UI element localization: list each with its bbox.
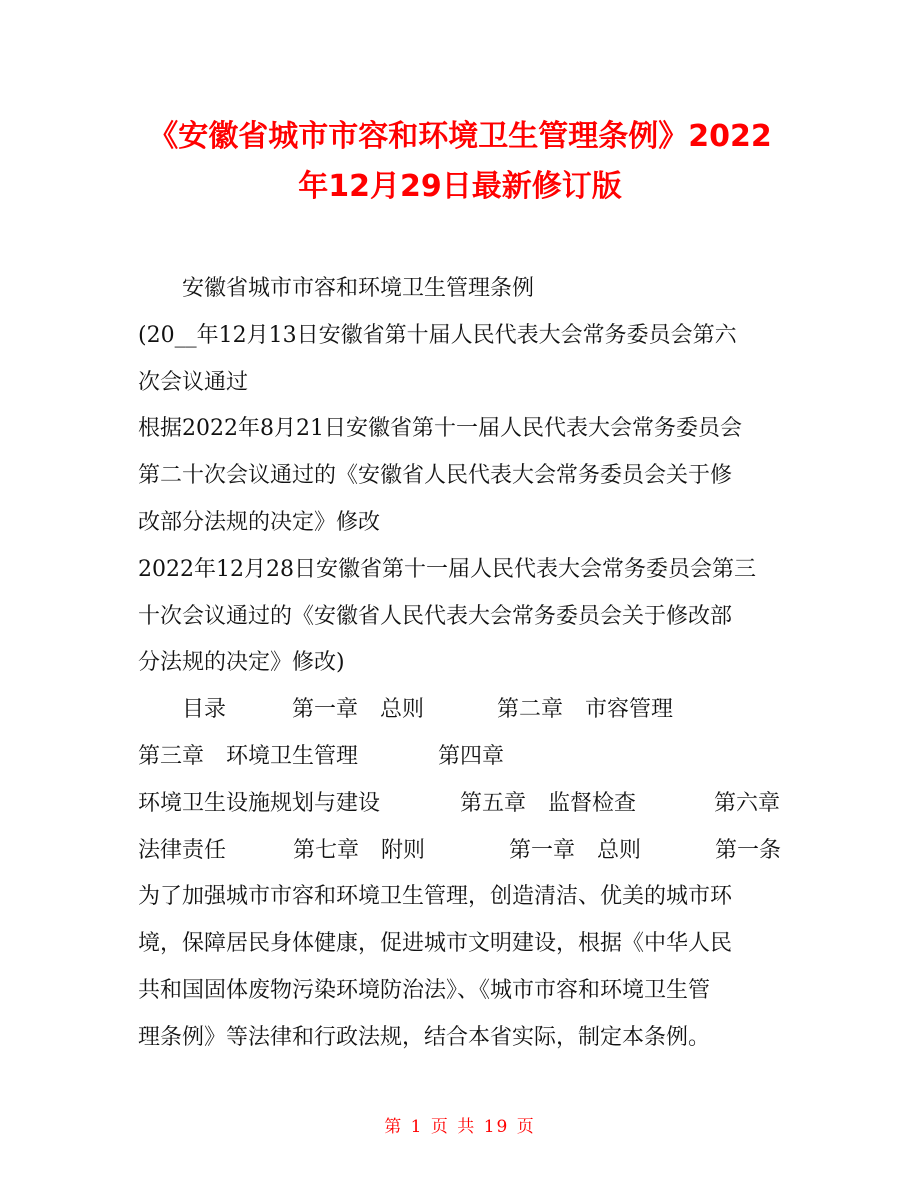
title-line-1: 《安徽省城市市容和环境卫生管理条例》2022 xyxy=(148,119,772,154)
article-1-label: 第一条 xyxy=(715,837,782,863)
page-number-footer: 第 1 页 共 19 页 xyxy=(384,1117,536,1137)
toc-row-3 xyxy=(138,781,788,828)
toc-chapter-6-number: 第六章 xyxy=(714,790,781,816)
toc-chapter-2: 第二章 市容管理 xyxy=(497,697,674,723)
toc-chapter-4-number: 第四章 xyxy=(438,743,505,769)
toc-chapter-3: 第三章 环境卫生管理 xyxy=(138,743,359,769)
toc-chapter-1: 第一章 总则 xyxy=(292,697,425,723)
body-line-amendment-1a: 根据2022年8月21日安徽省第十一届人民代表大会常务委员会 xyxy=(138,416,742,442)
body-line-amendment-2c: 分法规的决定》修改) xyxy=(138,650,345,676)
toc-label: 目录 xyxy=(182,697,227,723)
body-line-amendment-1b: 第二十次会议通过的《安徽省人民代表大会常务委员会关于修 xyxy=(138,463,733,489)
body-line-amendment-1c: 改部分法规的决定》修改 xyxy=(138,509,381,535)
body-line-adoption-1: (20__年12月13日安徽省第十届人民代表大会常务委员会第六 xyxy=(138,322,737,348)
toc-row-1 xyxy=(138,687,788,734)
title-line-2: 年12月29日最新修订版 xyxy=(298,169,622,204)
toc-chapter-5: 第五章 监督检查 xyxy=(460,790,637,816)
chapter-1-heading: 第一章 总则 xyxy=(509,837,642,863)
toc-chapter-6-name: 法律责任 xyxy=(138,837,227,863)
document-body xyxy=(138,266,788,1062)
toc-chapter-4-name: 环境卫生设施规划与建设 xyxy=(138,790,381,816)
toc-row-2 xyxy=(138,734,788,781)
article-1-line-3: 共和国固体废物污染环境防治法》、《城市市容和环境卫生管 xyxy=(138,977,711,1003)
body-line-adoption-2: 次会议通过 xyxy=(138,369,249,395)
body-line-amendment-2b: 十次会议通过的《安徽省人民代表大会常务委员会关于修改部 xyxy=(138,603,733,629)
body-line-amendment-2a: 2022年12月28日安徽省第十一届人民代表大会常务委员会第三 xyxy=(138,556,756,582)
article-1-line-4: 理条例》等法律和行政法规，结合本省实际，制定本条例。 xyxy=(138,1024,711,1050)
document-title xyxy=(130,112,790,212)
toc-row-4 xyxy=(138,828,788,875)
article-1-line-2: 境，保障居民身体健康，促进城市文明建设，根据《中华人民 xyxy=(138,931,733,957)
article-1-line-1: 为了加强城市市容和环境卫生管理，创造清洁、优美的城市环 xyxy=(138,884,733,910)
body-line-regulation-name: 安徽省城市市容和环境卫生管理条例 xyxy=(182,276,535,301)
toc-chapter-7: 第七章 附则 xyxy=(293,837,426,863)
